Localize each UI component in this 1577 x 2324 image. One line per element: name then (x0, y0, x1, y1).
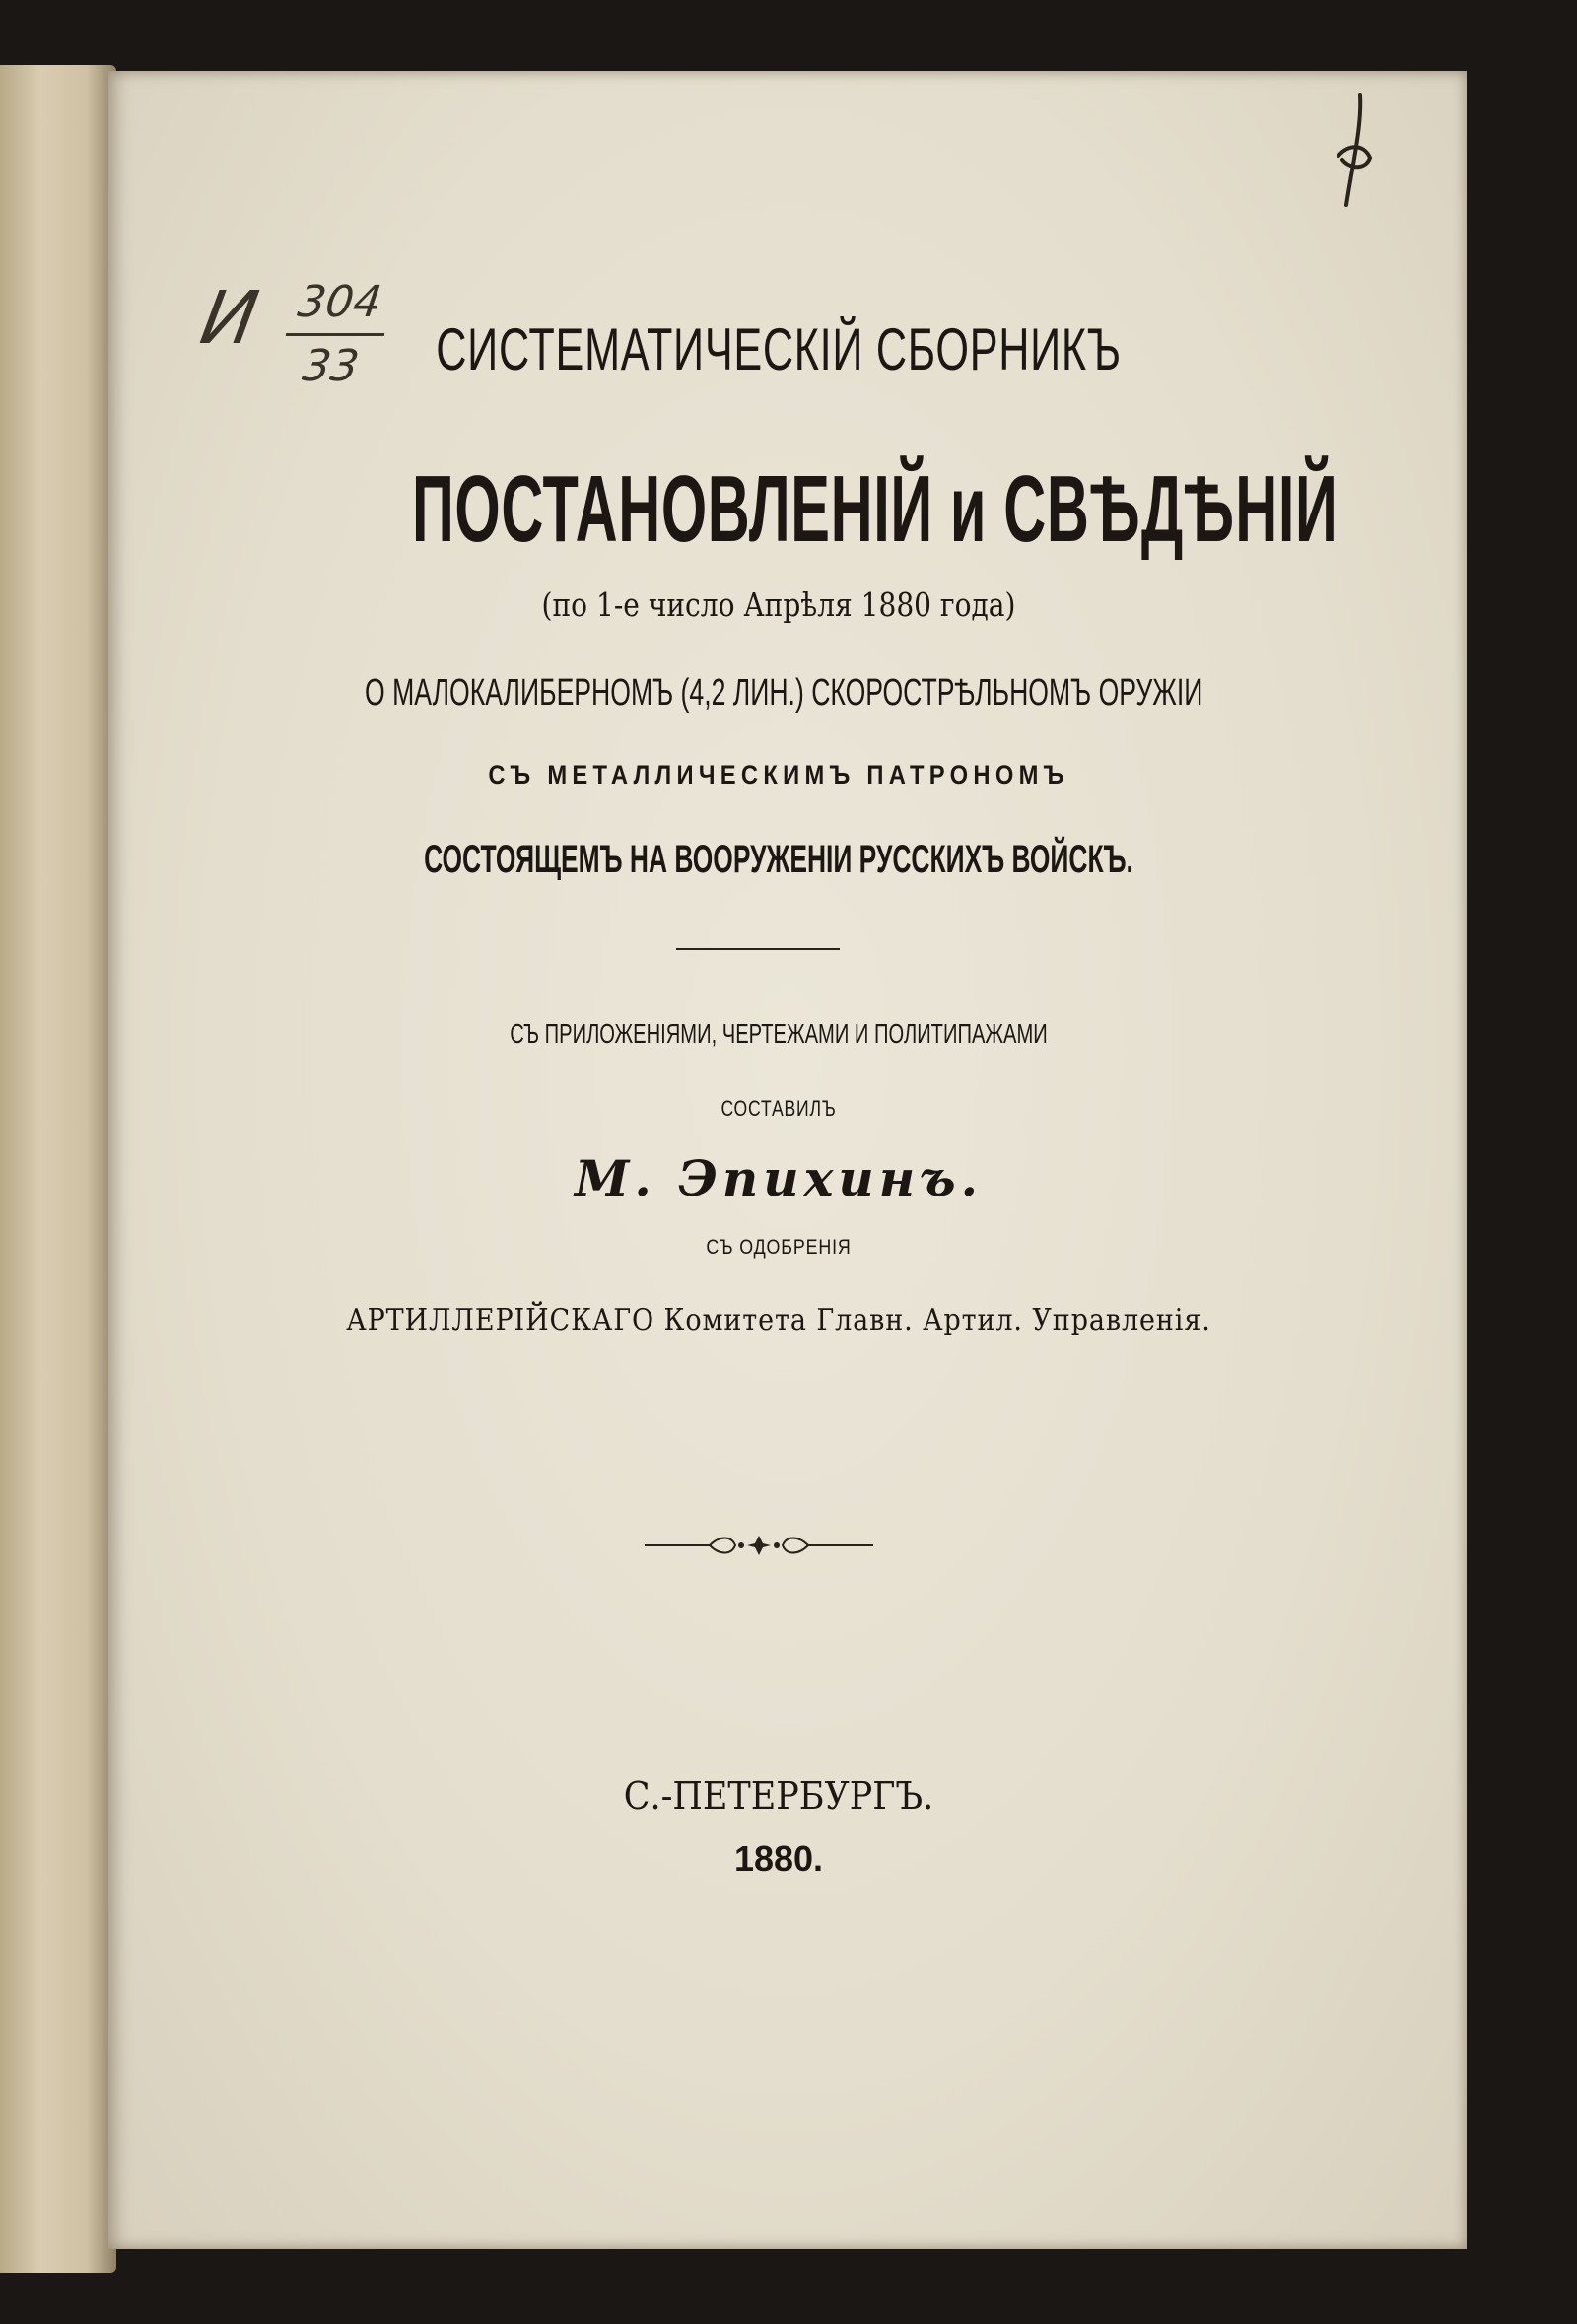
title-line-2: ПОСТАНОВЛЕНІЙ и СВѢДѢНІЙ (412, 456, 1338, 562)
subtitle-service: СОСТОЯЩЕМЪ НА ВООРУЖЕНІИ РУССКИХЪ ВОЙСКЪ. (424, 838, 1133, 881)
corner-pencil-mark-stroke (1338, 95, 1370, 205)
ornament-center-star (747, 1536, 771, 1555)
corner-pencil-mark (1331, 87, 1380, 215)
approval-body: АРТИЛЛЕРІЙСКАГО Комитета Главн. Артил. Управленія. (346, 1303, 1211, 1337)
subtitle-date: (по 1-е число Апрѣля 1880 года) (541, 585, 1016, 624)
subtitle-cartridge: СЪ МЕТАЛЛИЧЕСКИМЪ ПАТРОНОМЪ (488, 760, 1069, 789)
approval-label: СЪ ОДОБРЕНІЯ (706, 1236, 852, 1259)
ornament-dot-right (774, 1542, 780, 1548)
ornament-divider (641, 1530, 877, 1561)
shelfmark-letter: И (194, 276, 264, 361)
compiled-by-label: СОСТАВИЛЪ (720, 1096, 837, 1121)
shelfmark-numerator: 304 (295, 277, 385, 327)
author-name: М. Эпихинъ. (574, 1149, 983, 1207)
subtitle-weapon: О МАЛОКАЛИБЕРНОМЪ (4,2 ЛИН.) СКОРОСТРѢЛЬНОМЪ ОРУЖІИ (365, 672, 1203, 714)
ornament-scroll-right (783, 1538, 808, 1553)
imprint-year: 1880. (733, 1838, 824, 1879)
ornament-dot-left (738, 1542, 744, 1548)
imprint-city: С.-ПЕТЕРБУРГЪ. (623, 1774, 934, 1817)
title-line-1: СИСТЕМАТИЧЕСКІЙ СБОРНИКЪ (436, 316, 1122, 382)
appendices-line: СЪ ПРИЛОЖЕНІЯМИ, ЧЕРТЕЖАМИ И ПОЛИТИПАЖАМИ (510, 1018, 1048, 1049)
ornament-scroll-left (710, 1538, 735, 1553)
shelfmark-denominator: 33 (299, 341, 363, 391)
divider-rule (676, 948, 840, 950)
previous-page-edge (0, 65, 116, 2273)
